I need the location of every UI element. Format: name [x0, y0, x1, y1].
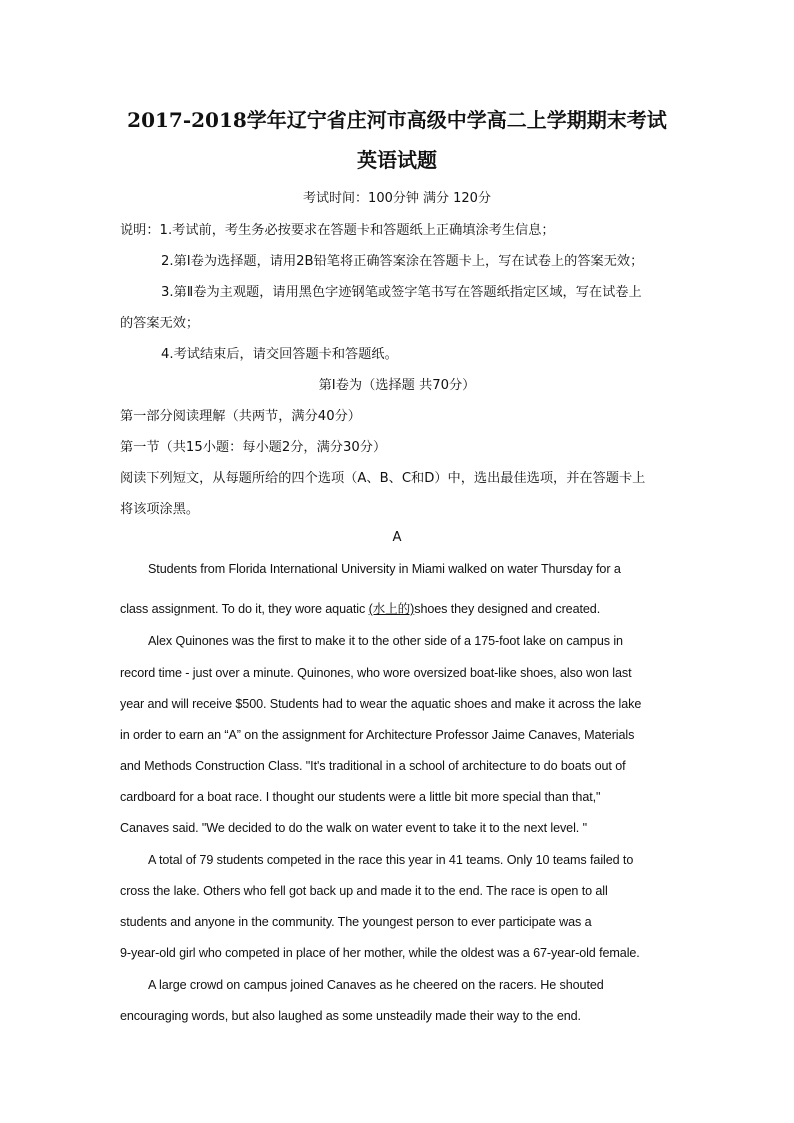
passage-line: encouraging words, but also laughed as some unsteadily made their way to the end. — [120, 1009, 581, 1023]
passage-line: A large crowd on campus joined Canaves as he cheered on the racers. He shouted — [148, 978, 604, 992]
volume-heading: 第Ⅰ卷为（选择题 共70分） — [318, 378, 476, 393]
instruction-1: 说明：1.考试前，考生务必按要求在答题卡和答题纸上正确填涂考生信息； — [120, 223, 555, 238]
passage-text: class assignment. To do it, they wore aquatic — [120, 602, 369, 616]
directions-line-1: 阅读下列短文，从每题所给的四个选项（A、B、C和D）中，选出最佳选项，并在答题卡上 — [120, 471, 646, 486]
instruction-2: 2.第Ⅰ卷为选择题，请用2B铅笔将正确答案涂在答题卡上，写在试卷上的答案无效； — [161, 254, 644, 269]
instruction-3-continued: 的答案无效； — [120, 316, 200, 331]
exam-title: 2017-2018学年辽宁省庄河市高级中学高二上学期期末考试 — [127, 108, 667, 132]
passage-line — [120, 598, 600, 617]
exam-subtitle: 英语试题 — [357, 148, 437, 172]
section-heading: 第一节（共15小题：每小题2分，满分30分） — [120, 440, 387, 455]
passage-line: Canaves said. "We decided to do the walk on water event to take it to the next level. " — [120, 821, 587, 835]
passage-line: cardboard for a boat race. I thought our students were a little bit more special than that," — [120, 790, 601, 804]
instruction-4: 4.考试结束后，请交回答题卡和答题纸。 — [161, 347, 398, 362]
passage-line: Students from Florida International University in Miami walked on water Thursday for a — [148, 562, 621, 576]
directions-line-2: 将该项涂黑。 — [120, 502, 200, 517]
passage-label: A — [392, 530, 402, 545]
exam-info: 考试时间：100分钟 满分 120分 — [303, 191, 491, 206]
passage-line: record time - just over a minute. Quinones, who wore oversized boat-like shoes, also won last — [120, 666, 632, 680]
passage-line: cross the lake. Others who fell got back up and made it to the end. The race is open to all — [120, 884, 608, 898]
passage-line: A total of 79 students competed in the race this year in 41 teams. Only 10 teams failed to — [148, 853, 634, 867]
passage-line: year and will receive $500. Students had to wear the aquatic shoes and make it across the lake — [120, 697, 642, 711]
passage-text: shoes they designed and created. — [414, 602, 601, 616]
passage-line: in order to earn an “A” on the assignment for Architecture Professor Jaime Canaves, Materials — [120, 728, 635, 742]
instruction-3: 3.第Ⅱ卷为主观题，请用黑色字迹钢笔或签字笔书写在答题纸指定区域，写在试卷上 — [161, 285, 642, 300]
passage-line: Alex Quinones was the first to make it to the other side of a 175-foot lake on campus in — [148, 634, 623, 648]
passage-line: students and anyone in the community. The youngest person to ever participate was a — [120, 915, 592, 929]
passage-line: 9-year-old girl who competed in place of her mother, while the oldest was a 67-year-old female. — [120, 946, 640, 960]
part-heading: 第一部分阅读理解（共两节，满分40分） — [120, 409, 361, 424]
vocabulary-gloss: (水上的) — [368, 602, 415, 616]
passage-line: and Methods Construction Class. "It's traditional in a school of architecture to do boats out of — [120, 759, 626, 773]
